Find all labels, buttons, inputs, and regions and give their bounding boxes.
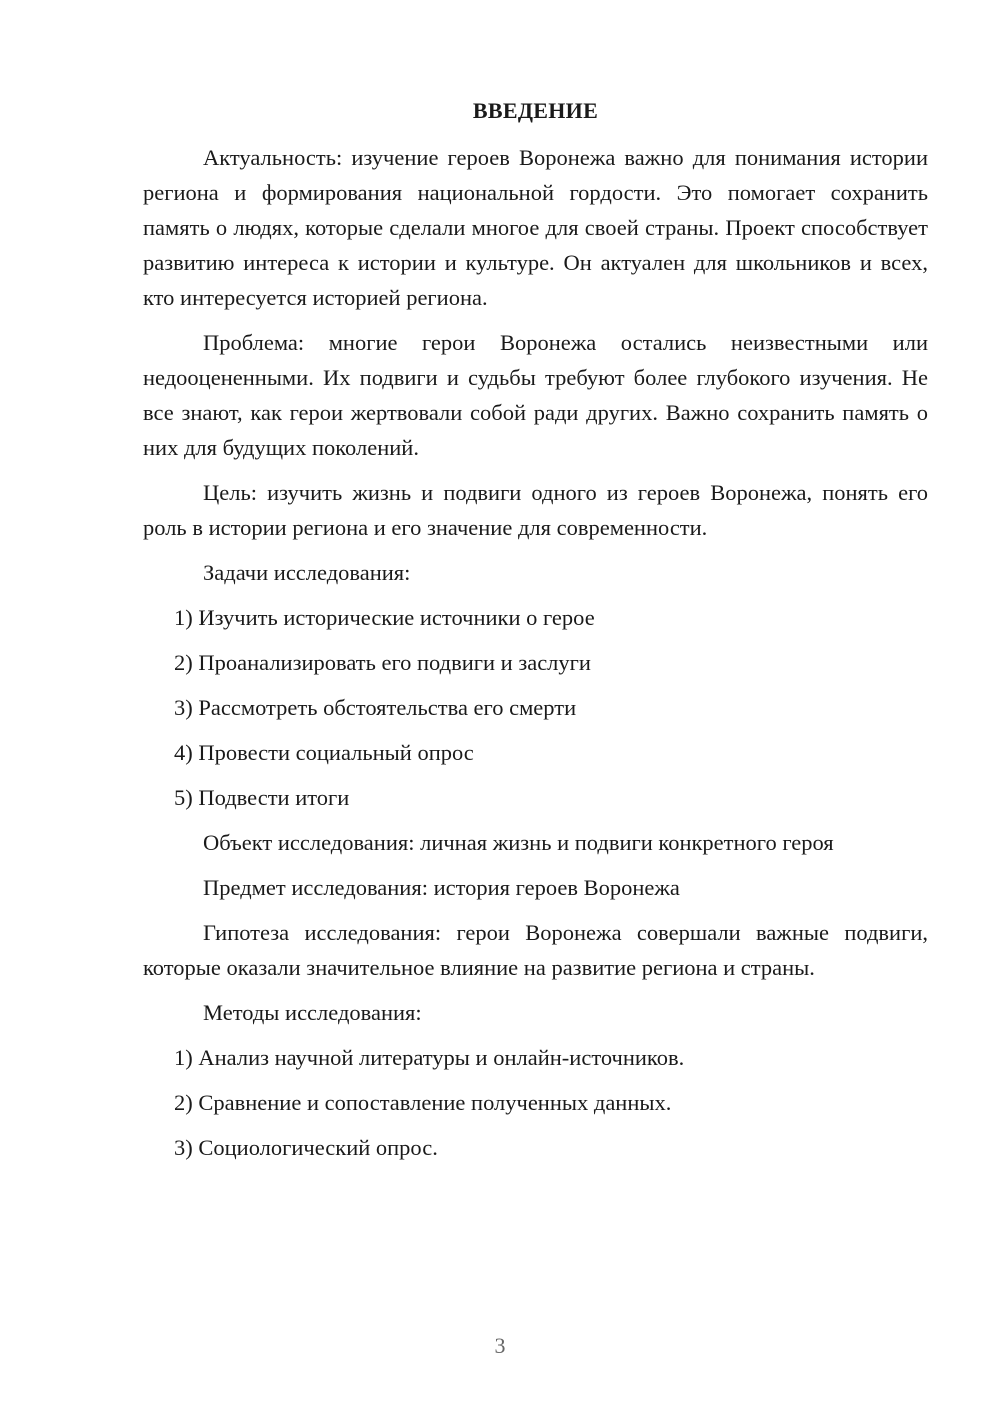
hypothesis-paragraph: Гипотеза исследования: герои Воронежа совершали важные подвиги, которые оказали значительное влияние на развитие региона и страны. (143, 920, 928, 980)
tasks-heading: Задачи исследования: (203, 560, 411, 585)
list-item: 4) Провести социальный опрос (174, 740, 474, 765)
list-item: 5) Подвести итоги (174, 785, 350, 810)
list-item: 1) Изучить исторические источники о герое (174, 605, 595, 630)
goal-paragraph: Цель: изучить жизнь и подвиги одного из героев Воронежа, понять его роль в истории региона и его значение для современности. (143, 480, 928, 540)
list-item: 2) Проанализировать его подвиги и заслуги (174, 650, 591, 675)
problem-paragraph: Проблема: многие герои Воронежа остались неизвестными или недооцененными. Их подвиги и судьбы требуют более глубокого изучения. Не все знают, как герои жертвовали собой ради других. Важно сохранить память о них для будущих поколений. (143, 330, 928, 460)
page-number: 3 (494, 1333, 506, 1358)
methods-heading: Методы исследования: (203, 1000, 422, 1025)
list-item: 3) Рассмотреть обстоятельства его смерти (174, 695, 577, 720)
list-item: 1) Анализ научной литературы и онлайн-источников. (174, 1045, 685, 1070)
object-line: Объект исследования: личная жизнь и подвиги конкретного героя (203, 830, 834, 855)
tasks-list (143, 600, 928, 815)
relevance-paragraph: Актуальность: изучение героев Воронежа важно для понимания истории региона и формирования национальной гордости. Это помогает сохранить память о людях, которые сделали многое для своей страны. Проект способствует развитию интереса к истории и культуре. Он актуален для школьников и всех, кто интересуется историей региона. (143, 145, 928, 310)
methods-list (143, 1040, 928, 1165)
subject-line: Предмет исследования: история героев Воронежа (203, 875, 680, 900)
page-title: ВВЕДЕНИЕ (472, 98, 599, 123)
list-item: 3) Социологический опрос. (174, 1135, 438, 1160)
page-content (143, 93, 928, 1175)
list-item: 2) Сравнение и сопоставление полученных данных. (174, 1090, 672, 1115)
